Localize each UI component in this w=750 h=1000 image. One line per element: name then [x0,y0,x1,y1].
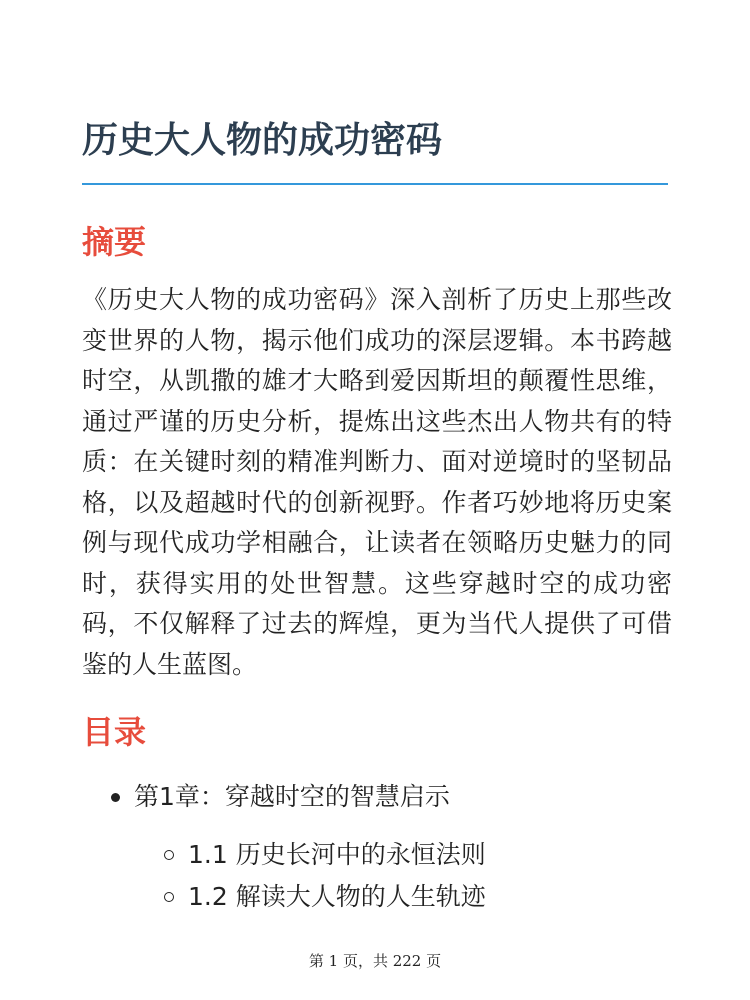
title-divider [82,183,668,185]
summary-paragraph: 《历史大人物的成功密码》深入剖析了历史上那些改变世界的人物，揭示他们成功的深层逻辑。本书跨越时空，从凯撒的雄才大略到爱因斯坦的颠覆性思维，通过严谨的历史分析，提炼出这些杰出人物共有的特质：在关键时刻的精准判断力、面对逆境时的坚韧品格，以及超越时代的创新视野。作者巧妙地将历史案例与现代成功学相融合，让读者在领略历史魅力的同时，获得实用的处世智慧。这些穿越时空的成功密码，不仅解释了过去的辉煌，更为当代人提供了可借鉴的人生蓝图。 [82,285,672,679]
toc-chapter-1-label: 第1章：穿越时空的智慧启示 [134,782,450,811]
document-title: 历史大人物的成功密码 [82,120,443,161]
page-number-footer: 第 1 页，共 222 页 [308,952,442,970]
toc-chapter-1[interactable] [134,779,450,815]
summary-heading: 摘要 [82,223,147,261]
toc-section-1-1-label: 1.1 历史长河中的永恒法则 [188,840,486,869]
bullet-circle-icon [164,892,174,902]
bullet-disc-icon [111,793,120,802]
toc-heading: 目录 [82,713,147,751]
bullet-circle-icon [164,850,174,860]
toc-section-1-2[interactable] [188,879,486,915]
toc-section-1-2-label: 1.2 解读大人物的人生轨迹 [188,882,486,911]
toc-section-1-1[interactable] [188,837,486,873]
